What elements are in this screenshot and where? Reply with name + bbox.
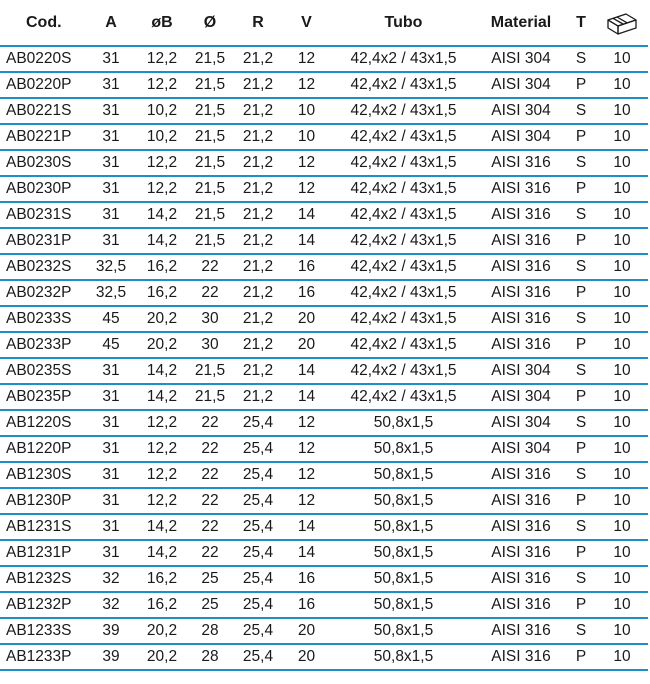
cell-tubo: 42,4x2 / 43x1,5: [331, 150, 476, 176]
cell-cod: AB0230S: [0, 150, 84, 176]
table-row: [0, 514, 648, 540]
cell-r: 25,4: [234, 514, 282, 540]
header-tubo: Tubo: [331, 0, 476, 46]
cell-ob: 14,2: [138, 384, 186, 410]
cell-qty: 10: [596, 540, 648, 566]
cell-ob: 14,2: [138, 228, 186, 254]
cell-material: AISI 316: [476, 228, 566, 254]
cell-t: P: [566, 384, 596, 410]
cell-o: 21,5: [186, 72, 234, 98]
cell-material: AISI 316: [476, 592, 566, 618]
cell-t: S: [566, 46, 596, 72]
cell-tubo: 50,8x1,5: [331, 540, 476, 566]
table-row: [0, 124, 648, 150]
cell-qty: 10: [596, 384, 648, 410]
cell-a: 32: [84, 592, 138, 618]
cell-v: 12: [282, 410, 331, 436]
header-o: Ø: [186, 0, 234, 46]
cell-a: 45: [84, 332, 138, 358]
cell-material: AISI 304: [476, 384, 566, 410]
cell-o: 22: [186, 436, 234, 462]
cell-v: 12: [282, 436, 331, 462]
cell-v: 12: [282, 72, 331, 98]
cell-o: 21,5: [186, 124, 234, 150]
cell-r: 25,4: [234, 410, 282, 436]
cell-qty: 10: [596, 202, 648, 228]
cell-ob: 12,2: [138, 462, 186, 488]
cell-ob: 16,2: [138, 254, 186, 280]
cell-o: 22: [186, 280, 234, 306]
cell-a: 32,5: [84, 254, 138, 280]
cell-tubo: 42,4x2 / 43x1,5: [331, 176, 476, 202]
header-cod: Cod.: [0, 0, 84, 46]
cell-v: 14: [282, 202, 331, 228]
cell-cod: AB0235S: [0, 358, 84, 384]
cell-tubo: 42,4x2 / 43x1,5: [331, 358, 476, 384]
cell-material: AISI 304: [476, 72, 566, 98]
cell-cod: AB0232P: [0, 280, 84, 306]
cell-r: 21,2: [234, 202, 282, 228]
cell-ob: 16,2: [138, 566, 186, 592]
cell-a: 39: [84, 618, 138, 644]
table-row: [0, 176, 648, 202]
cell-ob: 12,2: [138, 176, 186, 202]
header-ob: øB: [138, 0, 186, 46]
cell-material: AISI 316: [476, 280, 566, 306]
cell-tubo: 50,8x1,5: [331, 410, 476, 436]
cell-qty: 10: [596, 462, 648, 488]
table-row: [0, 540, 648, 566]
cell-ob: 12,2: [138, 436, 186, 462]
cell-cod: AB0233S: [0, 306, 84, 332]
cell-v: 16: [282, 592, 331, 618]
cell-t: S: [566, 462, 596, 488]
cell-qty: 10: [596, 306, 648, 332]
cell-ob: 20,2: [138, 618, 186, 644]
cell-t: S: [566, 98, 596, 124]
cell-o: 25: [186, 592, 234, 618]
cell-v: 20: [282, 618, 331, 644]
cell-tubo: 42,4x2 / 43x1,5: [331, 46, 476, 72]
table-row: [0, 72, 648, 98]
cell-material: AISI 316: [476, 306, 566, 332]
cell-v: 12: [282, 488, 331, 514]
cell-a: 31: [84, 358, 138, 384]
table-row: [0, 306, 648, 332]
cell-t: S: [566, 410, 596, 436]
cell-a: 31: [84, 228, 138, 254]
cell-t: P: [566, 228, 596, 254]
cell-qty: 10: [596, 98, 648, 124]
box-icon: [605, 10, 639, 36]
cell-qty: 10: [596, 46, 648, 72]
table-row: [0, 384, 648, 410]
cell-tubo: 42,4x2 / 43x1,5: [331, 202, 476, 228]
cell-material: AISI 316: [476, 176, 566, 202]
cell-t: P: [566, 332, 596, 358]
cell-ob: 12,2: [138, 72, 186, 98]
cell-r: 21,2: [234, 72, 282, 98]
cell-a: 31: [84, 98, 138, 124]
cell-a: 31: [84, 540, 138, 566]
cell-cod: AB0231P: [0, 228, 84, 254]
table-row: [0, 98, 648, 124]
cell-t: P: [566, 488, 596, 514]
cell-qty: 10: [596, 488, 648, 514]
cell-ob: 12,2: [138, 410, 186, 436]
cell-a: 31: [84, 384, 138, 410]
cell-o: 22: [186, 488, 234, 514]
cell-r: 25,4: [234, 540, 282, 566]
cell-v: 14: [282, 514, 331, 540]
cell-v: 16: [282, 566, 331, 592]
table-row: [0, 46, 648, 72]
cell-qty: 10: [596, 254, 648, 280]
cell-cod: AB1230P: [0, 488, 84, 514]
cell-cod: AB0232S: [0, 254, 84, 280]
cell-ob: 16,2: [138, 592, 186, 618]
cell-a: 31: [84, 488, 138, 514]
cell-material: AISI 316: [476, 254, 566, 280]
table-row: [0, 618, 648, 644]
cell-r: 21,2: [234, 176, 282, 202]
cell-t: P: [566, 176, 596, 202]
table-header-row: [0, 0, 648, 46]
cell-t: P: [566, 644, 596, 670]
cell-material: AISI 316: [476, 644, 566, 670]
cell-ob: 20,2: [138, 644, 186, 670]
cell-cod: AB0220S: [0, 46, 84, 72]
cell-v: 10: [282, 98, 331, 124]
cell-material: AISI 316: [476, 202, 566, 228]
cell-ob: 14,2: [138, 540, 186, 566]
cell-cod: AB1232S: [0, 566, 84, 592]
cell-material: AISI 316: [476, 618, 566, 644]
cell-r: 21,2: [234, 124, 282, 150]
cell-tubo: 42,4x2 / 43x1,5: [331, 228, 476, 254]
cell-tubo: 42,4x2 / 43x1,5: [331, 332, 476, 358]
cell-r: 25,4: [234, 644, 282, 670]
header-v: V: [282, 0, 331, 46]
cell-material: AISI 304: [476, 98, 566, 124]
cell-o: 21,5: [186, 202, 234, 228]
table-row: [0, 150, 648, 176]
cell-cod: AB1220P: [0, 436, 84, 462]
table-row: [0, 592, 648, 618]
cell-a: 32,5: [84, 280, 138, 306]
cell-qty: 10: [596, 332, 648, 358]
cell-tubo: 42,4x2 / 43x1,5: [331, 124, 476, 150]
cell-a: 39: [84, 644, 138, 670]
cell-cod: AB0230P: [0, 176, 84, 202]
cell-tubo: 42,4x2 / 43x1,5: [331, 384, 476, 410]
cell-r: 25,4: [234, 618, 282, 644]
cell-o: 21,5: [186, 150, 234, 176]
cell-material: AISI 316: [476, 462, 566, 488]
cell-ob: 10,2: [138, 124, 186, 150]
cell-cod: AB0231S: [0, 202, 84, 228]
cell-tubo: 50,8x1,5: [331, 514, 476, 540]
cell-material: AISI 304: [476, 46, 566, 72]
cell-tubo: 50,8x1,5: [331, 488, 476, 514]
cell-v: 10: [282, 124, 331, 150]
cell-r: 21,2: [234, 306, 282, 332]
header-t: T: [566, 0, 596, 46]
cell-tubo: 50,8x1,5: [331, 644, 476, 670]
cell-material: AISI 304: [476, 436, 566, 462]
cell-o: 22: [186, 410, 234, 436]
cell-a: 45: [84, 306, 138, 332]
cell-ob: 14,2: [138, 514, 186, 540]
cell-cod: AB0221P: [0, 124, 84, 150]
cell-r: 21,2: [234, 98, 282, 124]
cell-v: 14: [282, 384, 331, 410]
cell-t: P: [566, 540, 596, 566]
cell-o: 30: [186, 332, 234, 358]
cell-tubo: 42,4x2 / 43x1,5: [331, 72, 476, 98]
cell-tubo: 42,4x2 / 43x1,5: [331, 306, 476, 332]
cell-r: 25,4: [234, 566, 282, 592]
table-row: [0, 436, 648, 462]
cell-v: 12: [282, 462, 331, 488]
cell-t: S: [566, 202, 596, 228]
cell-tubo: 50,8x1,5: [331, 618, 476, 644]
table-row: [0, 488, 648, 514]
cell-material: AISI 304: [476, 358, 566, 384]
cell-cod: AB1220S: [0, 410, 84, 436]
cell-qty: 10: [596, 618, 648, 644]
cell-ob: 12,2: [138, 488, 186, 514]
cell-r: 21,2: [234, 280, 282, 306]
cell-r: 25,4: [234, 592, 282, 618]
cell-t: S: [566, 150, 596, 176]
cell-r: 21,2: [234, 150, 282, 176]
cell-o: 22: [186, 514, 234, 540]
cell-o: 28: [186, 618, 234, 644]
cell-cod: AB1231P: [0, 540, 84, 566]
cell-v: 12: [282, 46, 331, 72]
cell-material: AISI 316: [476, 566, 566, 592]
cell-r: 21,2: [234, 384, 282, 410]
cell-v: 14: [282, 228, 331, 254]
header-r: R: [234, 0, 282, 46]
table-row: [0, 254, 648, 280]
cell-o: 21,5: [186, 98, 234, 124]
cell-ob: 14,2: [138, 202, 186, 228]
cell-v: 12: [282, 176, 331, 202]
cell-material: AISI 316: [476, 514, 566, 540]
cell-r: 21,2: [234, 358, 282, 384]
cell-cod: AB1231S: [0, 514, 84, 540]
cell-o: 21,5: [186, 384, 234, 410]
cell-material: AISI 316: [476, 150, 566, 176]
cell-ob: 10,2: [138, 98, 186, 124]
cell-o: 21,5: [186, 228, 234, 254]
cell-tubo: 50,8x1,5: [331, 436, 476, 462]
cell-qty: 10: [596, 592, 648, 618]
cell-o: 21,5: [186, 358, 234, 384]
cell-qty: 10: [596, 228, 648, 254]
cell-material: AISI 316: [476, 332, 566, 358]
cell-r: 21,2: [234, 254, 282, 280]
cell-v: 16: [282, 254, 331, 280]
table-row: [0, 202, 648, 228]
cell-qty: 10: [596, 514, 648, 540]
cell-t: S: [566, 358, 596, 384]
cell-tubo: 42,4x2 / 43x1,5: [331, 280, 476, 306]
cell-t: P: [566, 280, 596, 306]
cell-cod: AB0220P: [0, 72, 84, 98]
cell-t: S: [566, 306, 596, 332]
cell-material: AISI 304: [476, 410, 566, 436]
cell-ob: 20,2: [138, 332, 186, 358]
cell-t: P: [566, 592, 596, 618]
cell-o: 25: [186, 566, 234, 592]
cell-tubo: 50,8x1,5: [331, 592, 476, 618]
header-material: Material: [476, 0, 566, 46]
cell-v: 20: [282, 306, 331, 332]
cell-o: 21,5: [186, 176, 234, 202]
cell-cod: AB0233P: [0, 332, 84, 358]
cell-r: 25,4: [234, 488, 282, 514]
cell-t: S: [566, 566, 596, 592]
cell-ob: 12,2: [138, 150, 186, 176]
cell-o: 22: [186, 254, 234, 280]
cell-qty: 10: [596, 280, 648, 306]
cell-a: 31: [84, 202, 138, 228]
cell-t: P: [566, 436, 596, 462]
cell-cod: AB1233S: [0, 618, 84, 644]
cell-qty: 10: [596, 72, 648, 98]
cell-r: 25,4: [234, 436, 282, 462]
cell-o: 22: [186, 462, 234, 488]
cell-tubo: 50,8x1,5: [331, 566, 476, 592]
cell-v: 20: [282, 332, 331, 358]
cell-v: 12: [282, 150, 331, 176]
cell-o: 28: [186, 644, 234, 670]
cell-tubo: 42,4x2 / 43x1,5: [331, 254, 476, 280]
table-row: [0, 228, 648, 254]
table-row: [0, 566, 648, 592]
header-pack: [596, 0, 648, 46]
cell-qty: 10: [596, 124, 648, 150]
cell-cod: AB0221S: [0, 98, 84, 124]
cell-qty: 10: [596, 358, 648, 384]
cell-cod: AB1232P: [0, 592, 84, 618]
cell-v: 14: [282, 540, 331, 566]
cell-qty: 10: [596, 644, 648, 670]
cell-qty: 10: [596, 566, 648, 592]
cell-material: AISI 316: [476, 488, 566, 514]
cell-a: 31: [84, 436, 138, 462]
cell-t: P: [566, 72, 596, 98]
cell-v: 14: [282, 358, 331, 384]
cell-a: 31: [84, 176, 138, 202]
cell-cod: AB0235P: [0, 384, 84, 410]
cell-material: AISI 304: [476, 124, 566, 150]
table-row: [0, 280, 648, 306]
cell-t: S: [566, 514, 596, 540]
cell-o: 30: [186, 306, 234, 332]
cell-v: 16: [282, 280, 331, 306]
cell-a: 31: [84, 514, 138, 540]
cell-o: 22: [186, 540, 234, 566]
cell-ob: 20,2: [138, 306, 186, 332]
cell-ob: 12,2: [138, 46, 186, 72]
cell-tubo: 50,8x1,5: [331, 462, 476, 488]
table-row: [0, 462, 648, 488]
cell-t: S: [566, 254, 596, 280]
cell-a: 31: [84, 46, 138, 72]
cell-r: 21,2: [234, 46, 282, 72]
cell-cod: AB1230S: [0, 462, 84, 488]
cell-a: 31: [84, 410, 138, 436]
cell-r: 21,2: [234, 228, 282, 254]
cell-t: P: [566, 124, 596, 150]
cell-ob: 16,2: [138, 280, 186, 306]
header-a: A: [84, 0, 138, 46]
table-row: [0, 332, 648, 358]
cell-v: 20: [282, 644, 331, 670]
cell-a: 32: [84, 566, 138, 592]
cell-material: AISI 316: [476, 540, 566, 566]
cell-a: 31: [84, 150, 138, 176]
cell-tubo: 42,4x2 / 43x1,5: [331, 98, 476, 124]
cell-t: S: [566, 618, 596, 644]
table-row: [0, 644, 648, 670]
table-row: [0, 358, 648, 384]
cell-qty: 10: [596, 436, 648, 462]
cell-qty: 10: [596, 150, 648, 176]
cell-r: 21,2: [234, 332, 282, 358]
cell-qty: 10: [596, 410, 648, 436]
cell-a: 31: [84, 72, 138, 98]
cell-r: 25,4: [234, 462, 282, 488]
cell-a: 31: [84, 462, 138, 488]
cell-o: 21,5: [186, 46, 234, 72]
cell-qty: 10: [596, 176, 648, 202]
cell-cod: AB1233P: [0, 644, 84, 670]
table-row: [0, 410, 648, 436]
cell-a: 31: [84, 124, 138, 150]
cell-ob: 14,2: [138, 358, 186, 384]
